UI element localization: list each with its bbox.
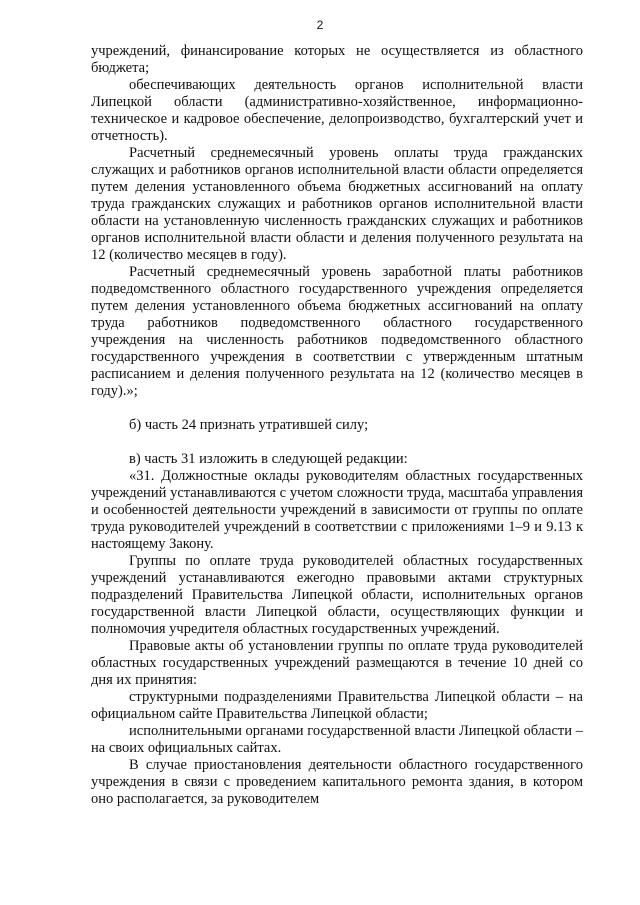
paragraph-pay-groups: Группы по оплате труда руководителей областных государственных учреждений устанавливаются ежегодно правовыми актами структурных подразделений Правительства Липецкой области, исполнительных органов государственной власти Липецкой области, осуществляющих функции и полномочия учредителя областных государственных учреждений. — [91, 553, 583, 637]
paragraph-executive-bodies: исполнительными органами государственной власти Липецкой области – на своих официальных сайтах. — [91, 723, 583, 756]
document-body — [91, 43, 583, 808]
paragraph-support-duties: обеспечивающих деятельность органов исполнительной власти Липецкой области (административно-хозяйственное, информационно-техническое и кадровое обеспечение, делопроизводство, бухгалтерский учет и отчетность). — [91, 77, 583, 144]
page-number: 2 — [316, 18, 324, 32]
paragraph-structural-units: структурными подразделениями Правительства Липецкой области – на официальном сайте Правительства Липецкой области; — [91, 689, 583, 722]
paragraph-part-24: б) часть 24 признать утратившей силу; — [129, 417, 369, 433]
paragraph-continuation: учреждений, финансирование которых не осуществляется из областного бюджета; — [91, 43, 583, 76]
paragraph-legal-acts: Правовые акты об установлении группы по оплате труда руководителей областных государственных учреждений размещаются в течение 10 дней со дня их принятия: — [91, 638, 583, 688]
paragraph-average-pay-institution: Расчетный среднемесячный уровень заработной платы работников подведомственного областного государственного учреждения определяется путем деления установленного объема бюджетных ассигнований на оплату труда работников подведомственного областного государственного учреждения на численность работников подведомственного областного государственного учреждения в соответствии с утвержденным штатным расписанием и деления полученного результата на 12 (количество месяцев в году).»; — [91, 264, 583, 399]
paragraph-suspension: В случае приостановления деятельности областного государственного учреждения в связи с проведением капитального ремонта здания, в котором оно располагается, за руководителем — [91, 757, 583, 807]
paragraph-part-31-salaries: «31. Должностные оклады руководителям областных государственных учреждений устанавливаются с учетом сложности труда, масштаба управления и особенностей деятельности учреждений в зависимости от группы по оплате труда руководителей учреждений в соответствии с приложениями 1–9 и 9.13 к настоящему Закону. — [91, 468, 583, 552]
paragraph-average-pay-civil-servants: Расчетный среднемесячный уровень оплаты труда гражданских служащих и работников органов исполнительной власти области определяется путем деления установленного объема бюджетных ассигнований на оплату труда гражданских служащих и работников органов исполнительной власти области на установленную численность гражданских служащих и работников органов исполнительной власти области и деления полученного результата на 12 (количество месяцев в году). — [91, 145, 583, 263]
paragraph-part-31-intro: в) часть 31 изложить в следующей редакции: — [129, 451, 408, 467]
